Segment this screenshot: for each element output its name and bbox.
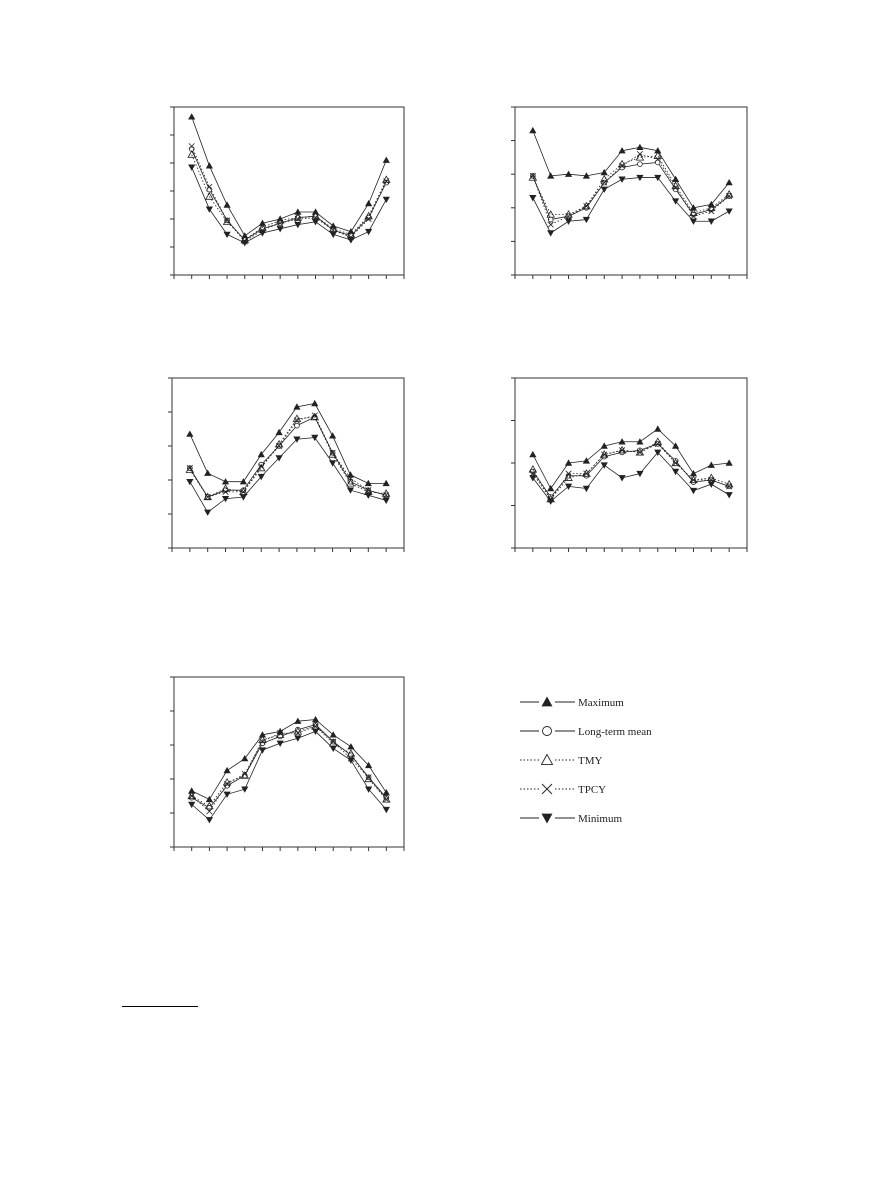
series-max	[186, 400, 390, 486]
point-mean	[295, 423, 300, 428]
series-line-tmy	[533, 156, 729, 215]
point-min	[547, 230, 554, 236]
series-line-tpcy	[192, 726, 387, 811]
legend-item-mean	[520, 724, 652, 738]
series-mean	[189, 722, 388, 810]
point-max	[222, 478, 229, 484]
point-min	[601, 187, 608, 193]
point-max	[365, 200, 372, 206]
point-min	[277, 741, 284, 747]
legend-item-max	[520, 695, 624, 709]
series-min	[529, 450, 733, 505]
point-min	[223, 232, 230, 238]
point-min	[222, 496, 229, 502]
point-min	[654, 175, 661, 181]
series-min	[186, 435, 390, 516]
point-min	[347, 237, 354, 243]
point-max	[365, 480, 372, 486]
series-line-max	[533, 131, 729, 208]
point-min	[329, 460, 336, 466]
series-mean	[187, 415, 388, 500]
series-mean	[530, 441, 731, 499]
point-max	[223, 201, 230, 207]
legend-label-min: Minimum	[578, 813, 623, 825]
point-max	[275, 429, 282, 435]
series-line-min	[533, 452, 729, 501]
legend-label-max: Maximum	[578, 697, 624, 709]
series-max	[188, 716, 390, 802]
point-max	[240, 478, 247, 484]
point-tpcy	[637, 151, 643, 157]
series-min	[188, 729, 390, 824]
point-min	[383, 197, 390, 203]
point-min	[186, 479, 193, 485]
point-max	[529, 127, 536, 133]
point-min	[618, 177, 625, 183]
point-max	[690, 470, 697, 476]
point-max	[347, 743, 354, 749]
point-max	[636, 438, 643, 444]
point-min	[583, 486, 590, 492]
point-min	[188, 165, 195, 171]
legend-item-tmy	[520, 753, 603, 767]
series-tpcy	[187, 413, 389, 500]
legend	[520, 695, 652, 825]
point-min	[223, 792, 230, 798]
point-min	[529, 195, 536, 201]
point-min	[708, 482, 715, 488]
legend-label-tpcy: TPCY	[578, 784, 607, 796]
series-line-tmy	[192, 726, 387, 806]
point-max	[726, 179, 733, 185]
point-max	[618, 438, 625, 444]
series-line-min	[192, 167, 387, 243]
point-max	[654, 425, 661, 431]
point-max	[565, 171, 572, 177]
point-min	[330, 746, 337, 752]
legend-label-mean: Long-term mean	[578, 726, 652, 738]
point-min	[204, 510, 211, 516]
series-line-max	[192, 117, 387, 236]
point-min	[565, 219, 572, 225]
point-max	[241, 755, 248, 761]
series-line-max	[533, 429, 729, 489]
series-line-min	[190, 438, 386, 513]
point-min	[206, 207, 213, 213]
series-tpcy	[530, 151, 732, 227]
point-max	[312, 716, 319, 722]
legend-item-min	[520, 811, 622, 825]
point-max	[223, 767, 230, 773]
point-min	[259, 230, 266, 236]
series-line-tpcy	[533, 154, 729, 225]
point-max	[636, 144, 643, 150]
point-min	[259, 747, 266, 753]
point-mean	[638, 162, 643, 167]
chart-panel-2	[511, 107, 747, 279]
series-line-min	[533, 178, 729, 233]
footnote-rule	[122, 1006, 198, 1007]
series-tpcy	[189, 143, 389, 244]
point-max	[529, 451, 536, 457]
point-max	[383, 480, 390, 486]
point-min	[383, 807, 390, 813]
series-line-mean	[190, 417, 386, 497]
series-tmy	[529, 438, 733, 502]
point-min	[726, 492, 733, 498]
point-max	[329, 432, 336, 438]
point-min	[383, 498, 390, 504]
chart-panel-1	[170, 107, 404, 279]
series-tmy	[188, 151, 390, 243]
series-line-max	[190, 404, 386, 484]
point-min	[690, 488, 697, 494]
series-line-tpcy	[192, 146, 387, 241]
series-line-max	[192, 720, 387, 800]
point-min	[241, 240, 248, 246]
series-max	[529, 127, 733, 211]
chart-panel-4	[511, 378, 747, 552]
point-max	[383, 157, 390, 163]
series-min	[529, 175, 733, 237]
point-min	[206, 817, 213, 823]
legend-item-tpcy	[520, 782, 606, 796]
series-tmy	[529, 152, 733, 217]
point-max	[206, 162, 213, 168]
chart-panel-3	[168, 378, 404, 552]
plot-frame	[515, 378, 747, 548]
point-min	[690, 219, 697, 225]
series-tmy	[186, 414, 390, 500]
point-tpcy	[548, 222, 554, 228]
point-min	[708, 219, 715, 225]
series-line-tmy	[192, 155, 387, 240]
plot-frame	[515, 107, 747, 275]
series-line-mean	[192, 725, 387, 808]
point-max	[583, 457, 590, 463]
point-min	[618, 475, 625, 481]
plot-frame	[172, 378, 404, 548]
series-tpcy	[189, 724, 389, 815]
chart-panels	[168, 107, 747, 851]
series-max	[188, 113, 390, 238]
point-max	[186, 431, 193, 437]
point-max	[311, 400, 318, 406]
point-max	[188, 113, 195, 119]
point-max	[547, 485, 554, 491]
point-max	[726, 459, 733, 465]
point-min	[726, 208, 733, 214]
point-min	[365, 229, 372, 235]
series-mean	[189, 147, 388, 243]
series-mean	[530, 160, 731, 222]
series-line-min	[192, 731, 387, 819]
point-max	[206, 796, 213, 802]
point-max	[204, 470, 211, 476]
chart-panel-5	[170, 677, 404, 851]
legend-label-tmy: TMY	[578, 755, 603, 767]
